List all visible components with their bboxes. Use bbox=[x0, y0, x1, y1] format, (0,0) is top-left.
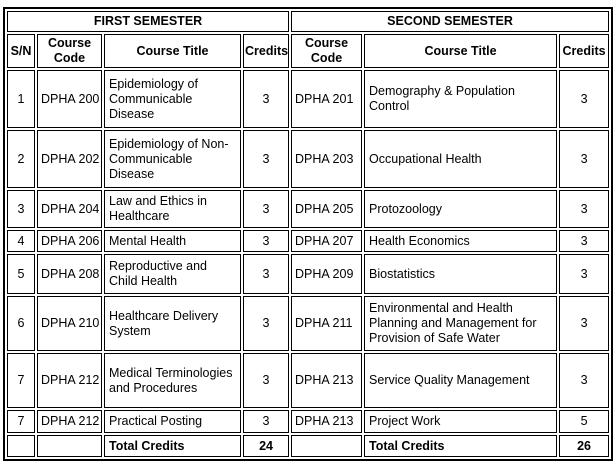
first-credits-cell: 3 bbox=[243, 353, 289, 408]
table-row bbox=[7, 70, 609, 128]
first-credits-cell: 3 bbox=[243, 70, 289, 128]
total-row bbox=[7, 435, 609, 457]
first-credits-cell: 3 bbox=[243, 130, 289, 188]
first-course-title-cell: Medical Terminologies and Procedures bbox=[104, 353, 241, 408]
semester-header-row bbox=[7, 11, 609, 32]
second-credits-cell: 3 bbox=[559, 254, 609, 294]
second-course-title-cell: Service Quality Management bbox=[364, 353, 557, 408]
second-credits-header: Credits bbox=[559, 34, 609, 68]
column-header-row bbox=[7, 34, 609, 68]
second-course-title-header: Course Title bbox=[364, 34, 557, 68]
empty-course-code-cell bbox=[37, 435, 102, 457]
first-course-code-cell: DPHA 200 bbox=[37, 70, 102, 128]
sn-cell: 3 bbox=[7, 190, 35, 228]
second-course-code-cell: DPHA 201 bbox=[291, 70, 362, 128]
sn-cell: 6 bbox=[7, 296, 35, 351]
first-credits-cell: 3 bbox=[243, 254, 289, 294]
second-total-value: 26 bbox=[559, 435, 609, 457]
first-course-title-cell: Epidemiology of Communicable Disease bbox=[104, 70, 241, 128]
second-course-code-cell: DPHA 207 bbox=[291, 230, 362, 252]
first-credits-cell: 3 bbox=[243, 230, 289, 252]
sn-cell: 4 bbox=[7, 230, 35, 252]
first-course-title-cell: Epidemiology of Non-Communicable Disease bbox=[104, 130, 241, 188]
second-course-title-cell: Health Economics bbox=[364, 230, 557, 252]
sn-cell: 7 bbox=[7, 410, 35, 433]
second-course-title-cell: Demography & Population Control bbox=[364, 70, 557, 128]
second-course-code-cell: DPHA 213 bbox=[291, 353, 362, 408]
table-row bbox=[7, 353, 609, 408]
first-course-title-cell: Law and Ethics in Healthcare bbox=[104, 190, 241, 228]
first-course-code-header: Course Code bbox=[37, 34, 102, 68]
second-credits-cell: 5 bbox=[559, 410, 609, 433]
second-course-title-cell: Biostatistics bbox=[364, 254, 557, 294]
second-total-label: Total Credits bbox=[364, 435, 557, 457]
first-course-code-cell: DPHA 206 bbox=[37, 230, 102, 252]
second-course-title-cell: Protozoology bbox=[364, 190, 557, 228]
table-row bbox=[7, 190, 609, 228]
second-course-code-cell: DPHA 211 bbox=[291, 296, 362, 351]
first-total-label: Total Credits bbox=[104, 435, 241, 457]
second-course-title-cell: Project Work bbox=[364, 410, 557, 433]
table-row bbox=[7, 296, 609, 351]
curriculum-table bbox=[3, 7, 613, 461]
empty-course-code-cell bbox=[291, 435, 362, 457]
sn-cell: 1 bbox=[7, 70, 35, 128]
first-course-title-cell: Practical Posting bbox=[104, 410, 241, 433]
first-credits-cell: 3 bbox=[243, 410, 289, 433]
second-course-code-cell: DPHA 205 bbox=[291, 190, 362, 228]
first-course-code-cell: DPHA 212 bbox=[37, 353, 102, 408]
second-credits-cell: 3 bbox=[559, 353, 609, 408]
second-credits-cell: 3 bbox=[559, 70, 609, 128]
first-course-title-cell: Mental Health bbox=[104, 230, 241, 252]
second-course-code-header: Course Code bbox=[291, 34, 362, 68]
first-credits-cell: 3 bbox=[243, 296, 289, 351]
first-credits-header: Credits bbox=[243, 34, 289, 68]
second-credits-cell: 3 bbox=[559, 130, 609, 188]
second-course-title-cell: Environmental and Health Planning and Management for Provision of Safe Water bbox=[364, 296, 557, 351]
first-course-code-cell: DPHA 208 bbox=[37, 254, 102, 294]
table-row bbox=[7, 254, 609, 294]
table-row bbox=[7, 230, 609, 252]
first-course-code-cell: DPHA 212 bbox=[37, 410, 102, 433]
second-course-code-cell: DPHA 209 bbox=[291, 254, 362, 294]
first-course-code-cell: DPHA 204 bbox=[37, 190, 102, 228]
second-credits-cell: 3 bbox=[559, 190, 609, 228]
sn-column-header: S/N bbox=[7, 34, 35, 68]
sn-cell: 5 bbox=[7, 254, 35, 294]
first-credits-cell: 3 bbox=[243, 190, 289, 228]
first-course-title-header: Course Title bbox=[104, 34, 241, 68]
first-course-title-cell: Reproductive and Child Health bbox=[104, 254, 241, 294]
empty-sn-cell bbox=[7, 435, 35, 457]
second-course-code-cell: DPHA 213 bbox=[291, 410, 362, 433]
first-total-value: 24 bbox=[243, 435, 289, 457]
second-course-title-cell: Occupational Health bbox=[364, 130, 557, 188]
first-course-title-cell: Healthcare Delivery System bbox=[104, 296, 241, 351]
sn-cell: 7 bbox=[7, 353, 35, 408]
first-semester-header: FIRST SEMESTER bbox=[7, 11, 289, 32]
first-course-code-cell: DPHA 210 bbox=[37, 296, 102, 351]
second-course-code-cell: DPHA 203 bbox=[291, 130, 362, 188]
table-row bbox=[7, 130, 609, 188]
second-semester-header: SECOND SEMESTER bbox=[291, 11, 609, 32]
sn-cell: 2 bbox=[7, 130, 35, 188]
second-credits-cell: 3 bbox=[559, 296, 609, 351]
table-row bbox=[7, 410, 609, 433]
first-course-code-cell: DPHA 202 bbox=[37, 130, 102, 188]
second-credits-cell: 3 bbox=[559, 230, 609, 252]
